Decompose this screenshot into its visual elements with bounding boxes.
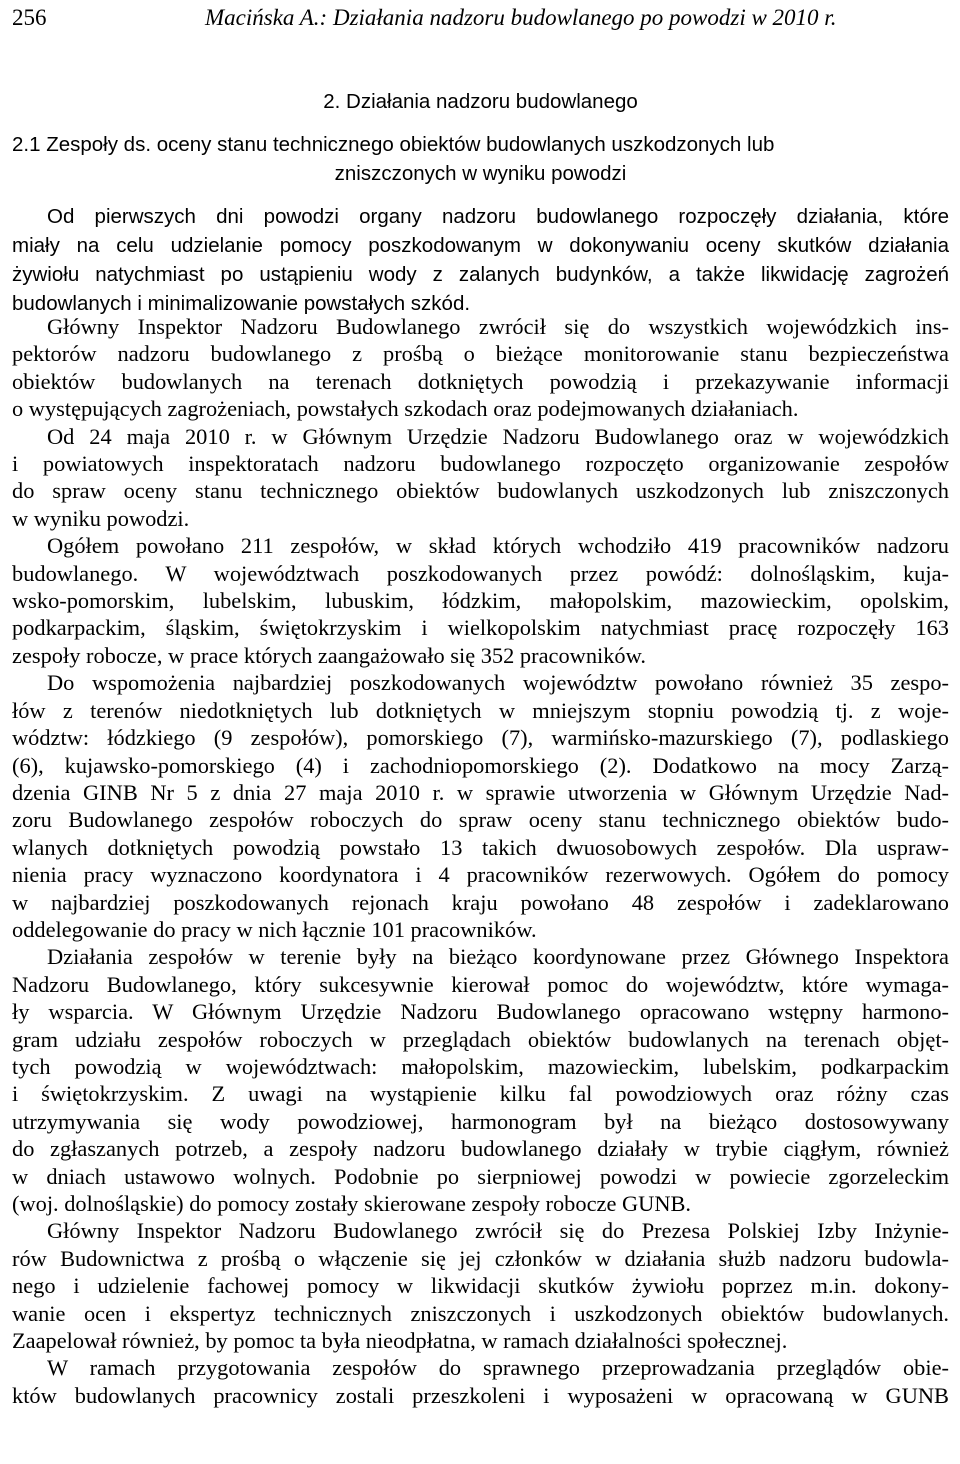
text-line: w wyniku powodzi. <box>12 505 190 531</box>
body-text <box>12 313 949 1409</box>
text-line: podkarpackim, śląskim, świętokrzyskim i wielkopolskim natychmiast pracę rozpoczęły 163 <box>12 615 949 641</box>
section-heading: 2. Działania nadzoru budowlanego <box>323 90 638 113</box>
text-line: Działania zespołów w terenie były na bieżąco koordynowane przez Głównego Inspektora <box>47 944 949 970</box>
subsection-heading <box>12 130 949 188</box>
text-line: do spraw oceny stanu technicznego obiektów budowlanych uszkodzonych lub zniszczonych <box>12 478 949 504</box>
text-line: wlanych dotkniętych powodzią powstało 13 takich dwuosobowych zespołów. Dla uspraw- <box>12 834 949 860</box>
paragraph <box>12 1217 949 1354</box>
text-line: Nadzoru Budowlanego, który sukcesywnie kierował pomoc do województw, które wymaga- <box>12 971 949 997</box>
paragraph <box>12 532 949 669</box>
text-line: i powiatowych inspektoratach nadzoru budowlanego rozpoczęto organizowanie zespołów <box>12 451 949 477</box>
text-line: któw budowlanych pracownicy zostali przeszkoleni i wyposażeni w opracowaną w GUNB <box>12 1382 949 1408</box>
text-line: (woj. dolnośląskie) do pomocy zostały skierowane zespoły robocze GUNB. <box>12 1191 692 1216</box>
text-line: rów Budownictwa z prośbą o włączenie się jej członków w działania służb nadzoru budowla- <box>12 1245 949 1271</box>
text-line: zoru Budowlanego zespołów roboczych do spraw oceny stanu technicznego obiektów budo- <box>12 807 949 833</box>
text-line: tych powodzią w województwach: małopolskim, mazowieckim, lubelskim, podkarpackim <box>12 1053 949 1079</box>
text-line: Do wspomożenia najbardziej poszkodowanych województw powołano również 35 zespo- <box>47 670 949 696</box>
text-line: dzenia GINB Nr 5 z dnia 27 maja 2010 r. w sprawie utworzenia w Głównym Urzędzie Nad- <box>12 779 949 805</box>
text-line: W ramach przygotowania zespołów do sprawnego przeprowadzania przeglądów obie- <box>47 1355 949 1381</box>
text-line: łów z terenów niedotkniętych lub dotkniętych w mniejszym stopniu powodzią tj. z woje- <box>12 697 949 723</box>
text-line: budowlanych i minimalizowanie powstałych szkód. <box>12 292 471 315</box>
text-line: o występujących zagrożeniach, powstałych szkodach oraz podejmowanych działaniach. <box>12 396 799 422</box>
text-line: wanie ocen i ekspertyz technicznych zniszczonych i uszkodzonych obiektów budowlanych. <box>12 1300 949 1326</box>
page-number: 256 <box>12 5 47 30</box>
paragraph <box>12 1354 949 1409</box>
text-line: nienia pracy wyznaczono koordynatora i 4 pracowników rezerwowych. Ogółem do pomocy <box>12 862 949 888</box>
text-line: utrzymywania się wody powodziowej, harmonogram był na bieżąco dostosowywany <box>12 1108 949 1134</box>
text-line: obiektów budowlanych na terenach dotkniętych powodzią i przekazywanie informacji <box>12 368 949 394</box>
text-line: ły wsparcia. W Głównym Urzędzie Nadzoru Budowlanego opracowano wstępny harmono- <box>12 999 949 1025</box>
paragraph <box>12 669 949 943</box>
text-line: Od 24 maja 2010 r. w Głównym Urzędzie Nadzoru Budowlanego oraz w wojewódzkich <box>47 423 949 449</box>
text-line: w dniach ustawowo wolnych. Podobnie po sierpniowej powodzi w powiecie zgorzeleckim <box>12 1163 949 1189</box>
text-line: miały na celu udzielanie pomocy poszkodowanym w dokonywaniu oceny skutków działania <box>12 234 949 257</box>
running-header <box>12 3 949 37</box>
text-line: wództw: łódzkiego (9 zespołów), pomorskiego (7), warmińsko-mazurskiego (7), podlaskiego <box>12 725 949 751</box>
text-line: i świętokrzyskim. Z uwagi na wystąpienie kilku fal powodziowych oraz różny czas <box>12 1081 949 1107</box>
paragraph <box>12 313 949 423</box>
text-line: w najbardziej poszkodowanych rejonach kraju powołano 48 zespołów i zadeklarowano <box>12 889 949 915</box>
text-line: budowlanego. W województwach poszkodowanych przez powódź: dolnośląskim, kuja- <box>12 560 949 586</box>
text-line: zespoły robocze, w prace których zaangażowało się 352 pracowników. <box>12 642 646 668</box>
text-line: Zaapelował również, by pomoc ta była nieodpłatna, w ramach działalności społecznej. <box>12 1328 788 1354</box>
text-line: pektorów nadzoru budowlanego z prośbą o bieżące monitorowanie stanu bezpieczeństwa <box>12 341 949 367</box>
text-line: wsko-pomorskim, lubelskim, lubuskim, łódzkim, małopolskim, mazowieckim, opolskim, <box>12 588 949 614</box>
text-line: gram udziału zespołów roboczych w przeglądach obiektów budowlanych na terenach objęt- <box>12 1026 949 1052</box>
paragraph <box>12 943 949 1217</box>
running-title: Macińska A.: Działania nadzoru budowlanego po powodzi w 2010 r. <box>205 5 837 30</box>
subsection-heading-line: zniszczonych w wyniku powodzi <box>334 162 627 185</box>
text-line: żywiołu natychmiast po ustąpieniu wody z zalanych budynków, a także likwidację zagrożeń <box>12 263 949 286</box>
intro-paragraph <box>12 202 949 318</box>
text-line: Główny Inspektor Nadzoru Budowlanego zwrócił się do wszystkich wojewódzkich ins- <box>47 314 949 339</box>
text-line: do zgłaszanych potrzeb, a zespoły nadzoru budowlanego działały w trybie ciągłym, również <box>12 1136 949 1162</box>
text-line: (6), kujawsko-pomorskiego (4) i zachodniopomorskiego (2). Dodatkowo na mocy Zarzą- <box>12 752 949 778</box>
text-line: oddelegowanie do pracy w nich łącznie 101 pracowników. <box>12 916 537 942</box>
text-line: Ogółem powołano 211 zespołów, w skład których wchodziło 419 pracowników nadzoru <box>47 533 949 559</box>
text-line: nego i udzielenie fachowej pomocy w likwidacji skutków żywiołu poprzez m.in. dokony- <box>12 1273 949 1299</box>
text-line: Od pierwszych dni powodzi organy nadzoru budowlanego rozpoczęły działania, które <box>47 205 949 228</box>
paragraph <box>12 423 949 533</box>
subsection-heading-line: 2.1 Zespoły ds. oceny stanu technicznego obiektów budowlanych uszkodzonych lub <box>12 133 775 156</box>
text-line: Główny Inspektor Nadzoru Budowlanego zwrócił się do Prezesa Polskiej Izby Inżynie- <box>47 1218 949 1244</box>
